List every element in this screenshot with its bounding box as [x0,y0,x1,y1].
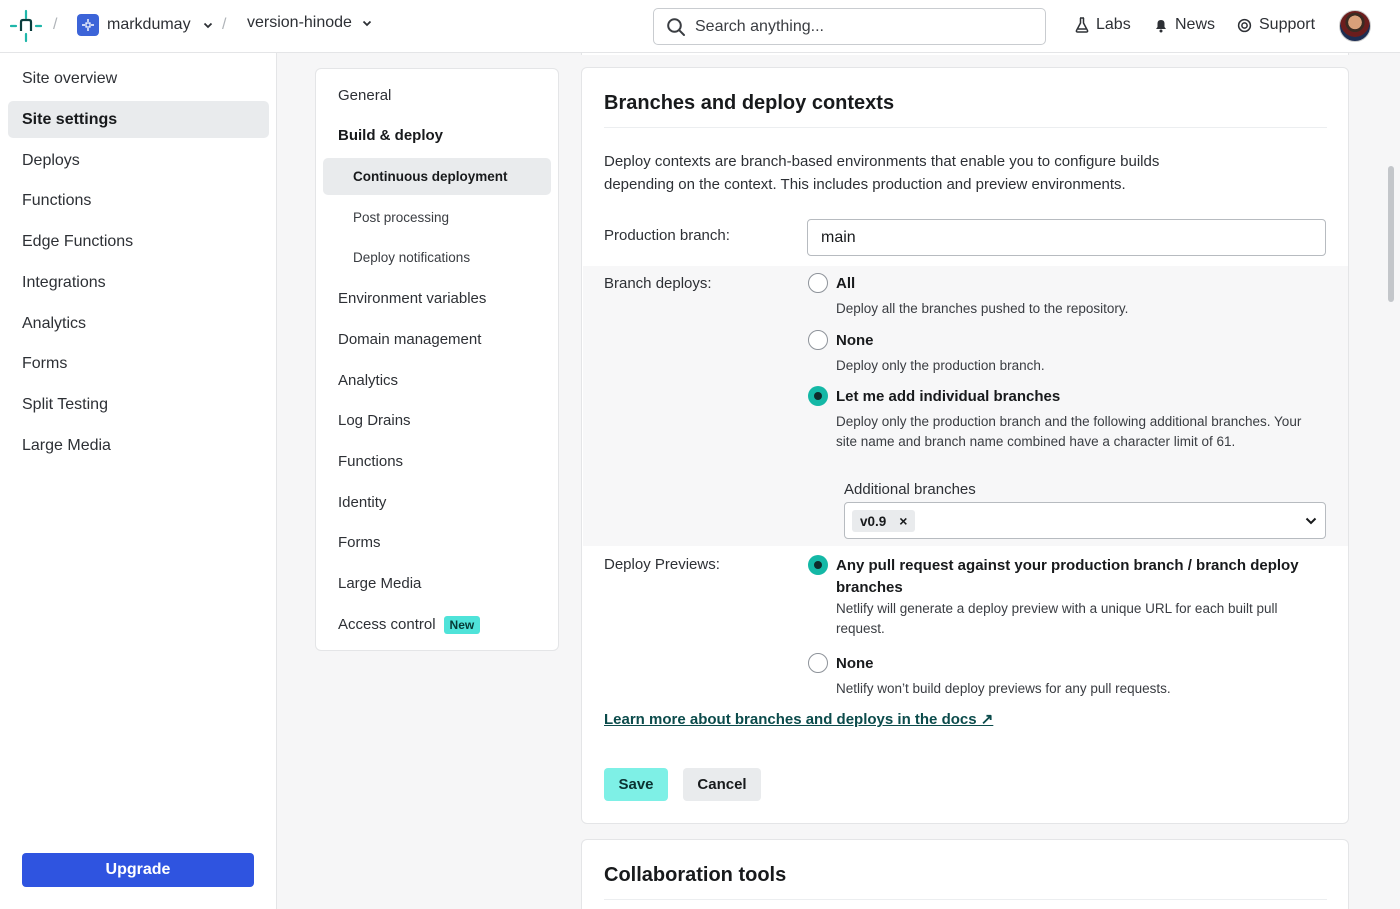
option-description: Deploy only the production branch and the following additional branches. Your site name and branch name combined have a character limit of 61. [836,414,1302,449]
section-description: Deploy contexts are branch-based environments that enable you to configure builds depending on the context. This includes production and preview environments. [604,153,1160,193]
divider [604,127,1327,128]
chevron-down-icon [203,20,213,30]
submenu-domain-management[interactable]: Domain management [338,331,482,348]
settings-submenu [315,68,559,651]
submenu-post-processing[interactable]: Post processing [353,210,450,225]
access-control-label: Access control [338,616,436,633]
submenu-large-media[interactable]: Large Media [338,575,422,592]
submenu-general[interactable]: General [338,87,392,104]
team-avatar-icon [77,14,99,36]
user-avatar[interactable] [1339,10,1371,42]
branches-deploy-card [581,67,1349,824]
branch-chip [852,510,915,532]
option-description: Deploy only the production branch. [836,358,1045,373]
page-scrollbar[interactable] [1388,166,1394,302]
radio-individual[interactable] [808,386,828,406]
team-switcher[interactable] [77,14,213,36]
sidebar-item-integrations[interactable]: Integrations [22,273,106,291]
submenu-log-drains[interactable]: Log Drains [338,412,411,429]
top-bar [0,0,1400,53]
breadcrumb-separator: / [222,16,227,33]
team-name: markdumay [107,16,191,33]
divider [604,899,1327,900]
submenu-forms[interactable]: Forms [338,534,381,551]
site-name: version-hinode [247,14,352,31]
sidebar-item-analytics[interactable]: Analytics [22,314,87,332]
labs-label: Labs [1096,16,1131,33]
submenu-access-control[interactable] [323,606,551,643]
cancel-button[interactable]: Cancel [683,768,761,801]
breadcrumb-separator: / [53,16,58,33]
option-title: Let me add individual branches [836,388,1061,405]
sidebar-item-functions[interactable]: Functions [22,191,92,209]
production-branch-input[interactable] [807,219,1326,256]
option-description: Netlify will generate a deploy preview with a unique URL for each built pull request. [836,601,1278,636]
sidebar-item-split-testing[interactable]: Split Testing [22,395,108,413]
save-button[interactable]: Save [604,768,668,801]
support-link[interactable] [1237,16,1315,34]
section-title: Branches and deploy contexts [604,92,895,114]
branch-chip-label: v0.9 [860,513,887,529]
submenu-build-deploy[interactable]: Build & deploy [338,127,443,144]
collaboration-tools-card [581,839,1349,909]
chevron-down-icon[interactable] [1305,515,1317,527]
option-description: Deploy all the branches pushed to the repository. [836,301,1129,316]
support-icon [1237,18,1252,33]
upgrade-button[interactable]: Upgrade [22,853,254,887]
docs-link[interactable]: Learn more about branches and deploys in the docs ↗ [604,711,994,728]
deploy-previews-label: Deploy Previews: [604,556,720,573]
sidebar-item-site-overview[interactable]: Site overview [22,69,118,87]
sidebar-item-forms[interactable]: Forms [22,354,68,372]
sidebar-item-edge-functions[interactable]: Edge Functions [22,232,134,250]
news-label: News [1175,16,1216,33]
additional-branches-select[interactable] [844,502,1326,539]
flask-icon [1075,17,1089,33]
submenu-functions[interactable]: Functions [338,453,404,470]
option-title: All [836,275,856,292]
sidebar-item-large-media[interactable]: Large Media [22,436,111,454]
option-title: None [836,332,874,349]
chevron-down-icon [362,18,372,28]
sidebar-item-deploys[interactable]: Deploys [22,151,80,169]
production-branch-label: Production branch: [604,227,730,244]
search-icon [666,17,686,37]
submenu-analytics[interactable]: Analytics [338,372,399,389]
radio-none[interactable] [808,330,828,350]
submenu-environment-variables[interactable]: Environment variables [338,290,487,307]
search-placeholder: Search anything... [695,17,824,35]
radio-no-previews[interactable] [808,653,828,673]
remove-branch-icon[interactable]: × [899,513,908,529]
option-description: Netlify won’t build deploy previews for any pull requests. [836,681,1171,696]
previous-card-edge [581,53,1349,55]
section-title: Collaboration tools [604,864,787,886]
branch-deploys-label: Branch deploys: [604,275,712,292]
option-title: None [836,655,874,672]
bell-icon [1154,17,1168,33]
site-switcher[interactable] [247,14,372,32]
labs-link[interactable] [1075,16,1131,34]
sidebar-item-site-settings[interactable]: Site settings [8,101,269,138]
search-input[interactable] [653,8,1046,45]
radio-all[interactable] [808,273,828,293]
netlify-logo-icon[interactable] [10,9,42,43]
option-title: Any pull request against your production branch / branch deploy branches [836,557,1299,596]
site-sidebar [0,53,277,909]
additional-branches-label: Additional branches [844,481,976,498]
news-link[interactable] [1154,16,1215,34]
new-badge: New [444,616,481,634]
submenu-identity[interactable]: Identity [338,494,387,511]
radio-any-pr[interactable] [808,555,828,575]
submenu-deploy-notifications[interactable]: Deploy notifications [353,250,471,265]
support-label: Support [1259,16,1316,33]
submenu-continuous-deployment[interactable]: Continuous deployment [323,158,551,195]
